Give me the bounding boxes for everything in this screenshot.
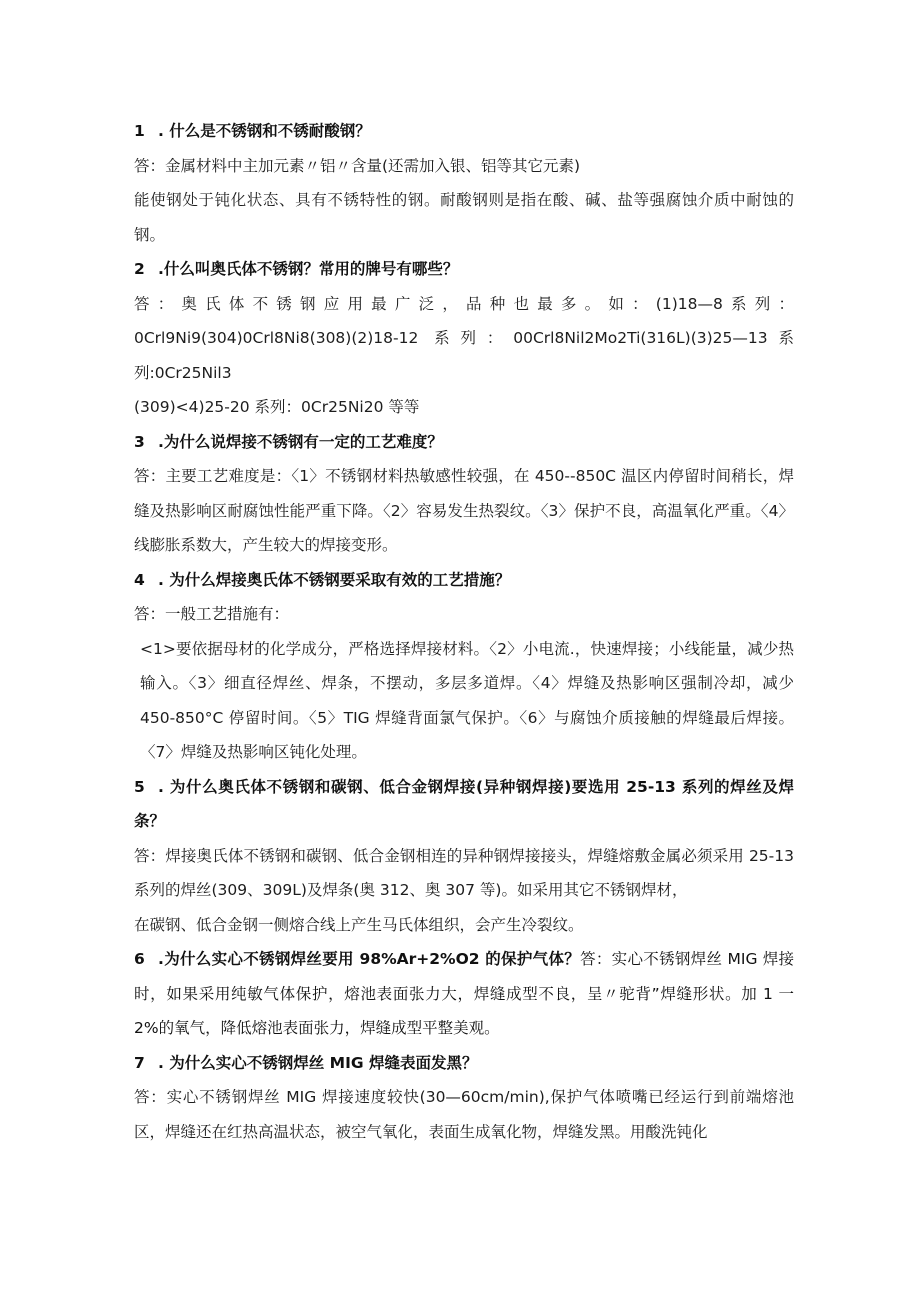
question-1 [134,114,794,149]
question-text: . 为什么奥氏体不锈钢和碳钢、低合金钢焊接(异种钢焊接)要选用 25-13 系列的焊丝及焊条？ [134,777,794,830]
question-5 [134,770,794,839]
question-number: 7 [134,1053,145,1072]
answer-2-line-2: (309)<4)25-20 系列：0Cr25Ni20 等等 [134,398,420,416]
answer-1-line-2: 能使钢处于钝化状态、具有不锈特性的钢。耐酸钢则是指在酸、碱、盐等强腐蚀介质中耐蚀的钢。 [134,191,794,244]
answer-5-line-1: 答：焊接奥氏体不锈钢和碳钢、低合金钢相连的异种钢焊接接头，焊缝熔敷金属必须采用 25-13 系列的焊丝(309、309L)及焊条(奥 312、奥 307 等)。如采用其它不锈钢焊材， [134,846,794,899]
answer-3-line-1: 答：主要工艺难度是：〈1〉不锈钢材料热敏感性较强，在 450--850C 温区内停留时间稍长，焊缝及热影响区耐腐蚀性能严重下降。〈2〉容易发生热裂纹。〈3〉保护不良，高温氧化严重。〈4〉线膨胀系数大，产生较大的焊接变形。 [134,467,794,554]
answer-6-text: 答：实心不锈钢焊丝 MIG 焊接时，如果采用纯敏气体保护，熔池表面张力大，焊缝成型不良，呈〃驼背”焊缝形状。加 1 一 2%的氧气，降低熔池表面张力，焊缝成型平整美观。 [134,950,795,1037]
answer-4-line-1: 答：一般工艺措施有： [134,605,290,623]
question-number: 6 [134,950,145,968]
answer-4-line-2: <1>要依据母材的化学成分，严格选择焊接材料。〈2〉小电流.，快速焊接；小线能量，减少热输入。〈3〉细直径焊丝、焊条，不摆动，多层多道焊。〈4〉焊缝及热影响区强制冷却，减少 450-850°C 停留时间。〈5〉TIG 焊缝背面氯气保护。〈6〉与腐蚀介质接触的焊缝最后焊接。〈7〉焊缝及热影响区钝化处理。 [140,639,794,761]
question-text: .为什么实心不锈钢焊丝要用 98%Ar+2%O2 的保护气体？ [158,950,581,968]
question-text: . 什么是不锈钢和不锈耐酸钢？ [158,122,371,140]
document-body [134,114,794,1149]
question-number: 1 [134,122,145,140]
question-text: . 为什么实心不锈钢焊丝 MIG 焊缝表面发黑？ [158,1053,478,1072]
question-6 [134,942,794,1046]
question-number: 2 [134,260,145,278]
question-3 [134,425,794,460]
question-number: 5 [134,777,145,796]
question-4 [134,563,794,598]
answer-1-line-1: 答：金属材料中主加元素〃铝〃含量(还需加入银、铝等其它元素) [134,156,581,175]
question-2 [134,252,794,287]
question-text: . 为什么焊接奥氏体不锈钢要采取有效的工艺措施？ [158,570,511,589]
question-number: 3 [134,432,145,451]
answer-2-line-1: 答：奥氏体不锈钢应用最广泛，品种也最多。如：(1)18—8系列：0Crl9Ni9(304)0Crl8Ni8(308)(2)18-12 系列：00Crl8Nil2Mo2Ti(316L)(3)25—13系列:0Cr25Nil3 [134,294,794,382]
answer-7-line-1: 答：实心不锈钢焊丝 MIG 焊接速度较快(30—60cm/min),保护气体喷嘴已经运行到前端熔池区，焊缝还在红热高温状态，被空气氧化，表面生成氧化物，焊缝发黑。用酸洗钝化 [134,1088,794,1141]
question-text: .为什么说焊接不锈钢有一定的工艺难度？ [158,432,443,451]
question-text: .什么叫奥氏体不锈钢？常用的牌号有哪些？ [158,260,459,278]
question-number: 4 [134,570,145,589]
question-7 [134,1046,794,1081]
answer-5-line-2: 在碳钢、低合金钢一侧熔合线上产生马氏体组织，会产生冷裂纹。 [134,915,584,934]
